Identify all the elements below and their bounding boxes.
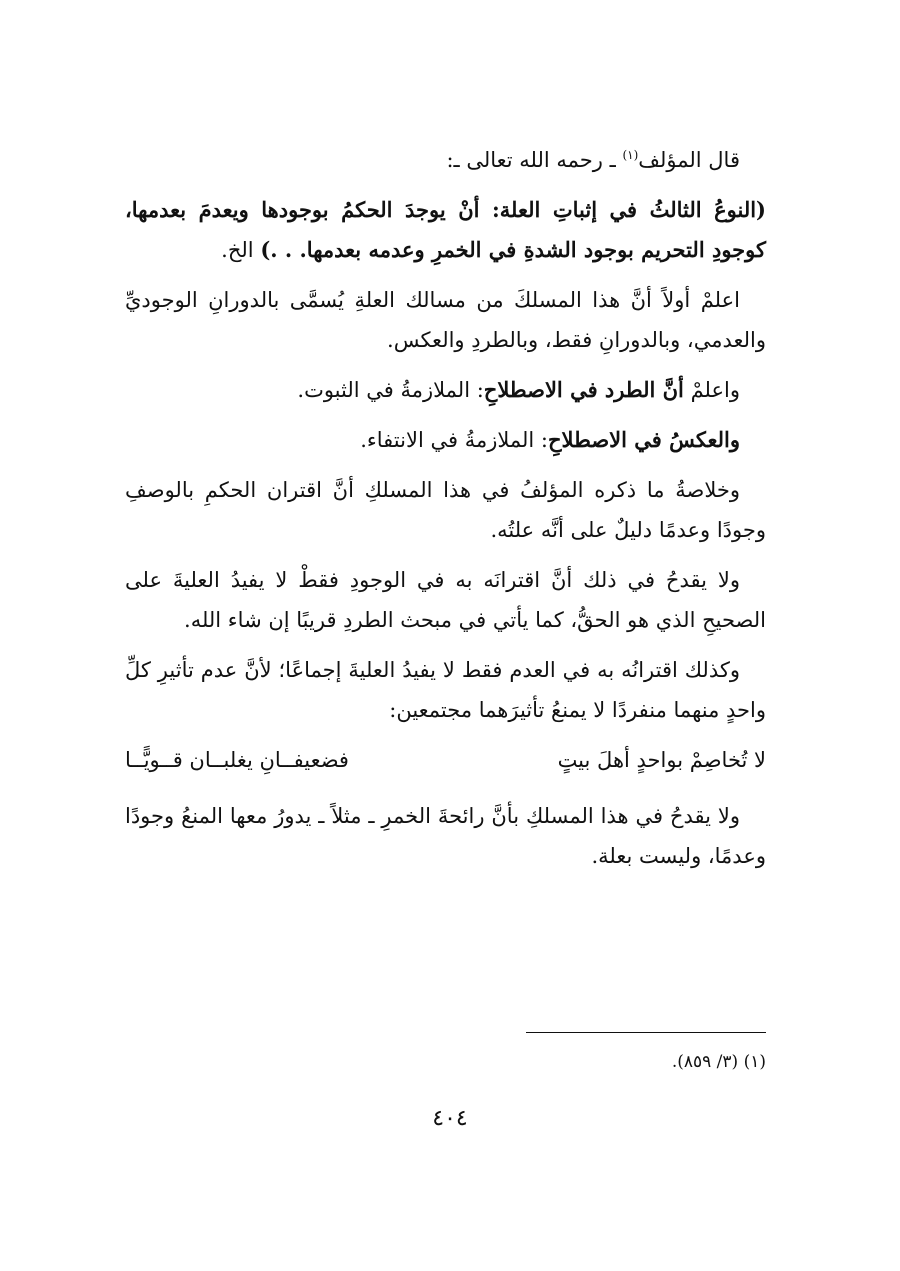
aks-term: والعكسُ في الاصطلاحِ bbox=[548, 427, 740, 452]
tard-prefix: واعلمْ bbox=[683, 378, 740, 402]
footnote-ref[interactable]: (١) bbox=[622, 148, 639, 162]
intro-blessing: ـ رحمه الله تعالى ـ: bbox=[446, 148, 623, 172]
poetry-verse bbox=[125, 740, 766, 780]
paragraph-dawaran: اعلمْ أولاً أنَّ هذا المسلكَ من مسالك العلةِ يُسمَّى بالدورانِ الوجوديِّ والعدمي، وبالدورانِ فقط، وبالطردِ والعكس. bbox=[125, 288, 766, 352]
intro-text: قال المؤلف bbox=[638, 148, 740, 172]
quote-tail: الخ. bbox=[221, 238, 261, 262]
page-body bbox=[125, 140, 766, 886]
paragraph-aks bbox=[125, 420, 766, 460]
aks-definition: : الملازمةُ في الانتفاء. bbox=[360, 428, 548, 452]
paragraph-objection: ولا يقدحُ في ذلك أنَّ اقترانَه به في الوجودِ فقطْ لا يفيدُ العليةَ على الصحيحِ الذي هو الحقُّ، كما يأتي في مبحث الطردِ قريبًا إن شاء الله. bbox=[125, 568, 766, 632]
intro-line bbox=[125, 140, 766, 180]
footnote-divider bbox=[526, 1032, 766, 1033]
quote-bold: (النوعُ الثالثُ في إثباتِ العلة: أنْ يوجدَ الحكمُ بوجودها ويعدمَ بعدمها، كوجودِ التحريم بوجود الشدةِ في الخمرِ وعدمه بعدمها. . .) bbox=[125, 197, 766, 262]
quoted-text bbox=[125, 190, 766, 270]
paragraph-summary: وخلاصةُ ما ذكره المؤلفُ في هذا المسلكِ أنَّ اقتران الحكمِ بالوصفِ وجودًا وعدمًا دليلٌ على أنَّه علتُه. bbox=[125, 478, 766, 542]
paragraph-wine-smell: ولا يقدحُ في هذا المسلكِ بأنَّ رائحةَ الخمرِ ـ مثلاً ـ يدورُ معها المنعُ وجودًا وعدمًا، وليست بعلة. bbox=[125, 804, 766, 868]
page-number: ٤٠٤ bbox=[432, 1106, 468, 1131]
paragraph-tard bbox=[125, 370, 766, 410]
verse-second-hemistich: فضعيفــانِ يغلبــان قــويًّــا bbox=[125, 748, 349, 772]
tard-term: أنَّ الطرد في الاصطلاحِ bbox=[483, 377, 684, 402]
paragraph-absence: وكذلك اقترانُه به في العدم فقط لا يفيدُ العليةَ إجماعًا؛ لأنَّ عدم تأثيرِ كلِّ واحدٍ منهما منفردًا لا يمنعُ تأثيرَهما مجتمعين: bbox=[125, 658, 766, 722]
tard-definition: : الملازمةُ في الثبوت. bbox=[297, 378, 484, 402]
verse-first-hemistich: لا تُخاصِمْ بواحدٍ أهلَ بيتٍ bbox=[557, 748, 766, 772]
footnote: (١) (٣/ ٨٥٩). bbox=[671, 1052, 766, 1072]
